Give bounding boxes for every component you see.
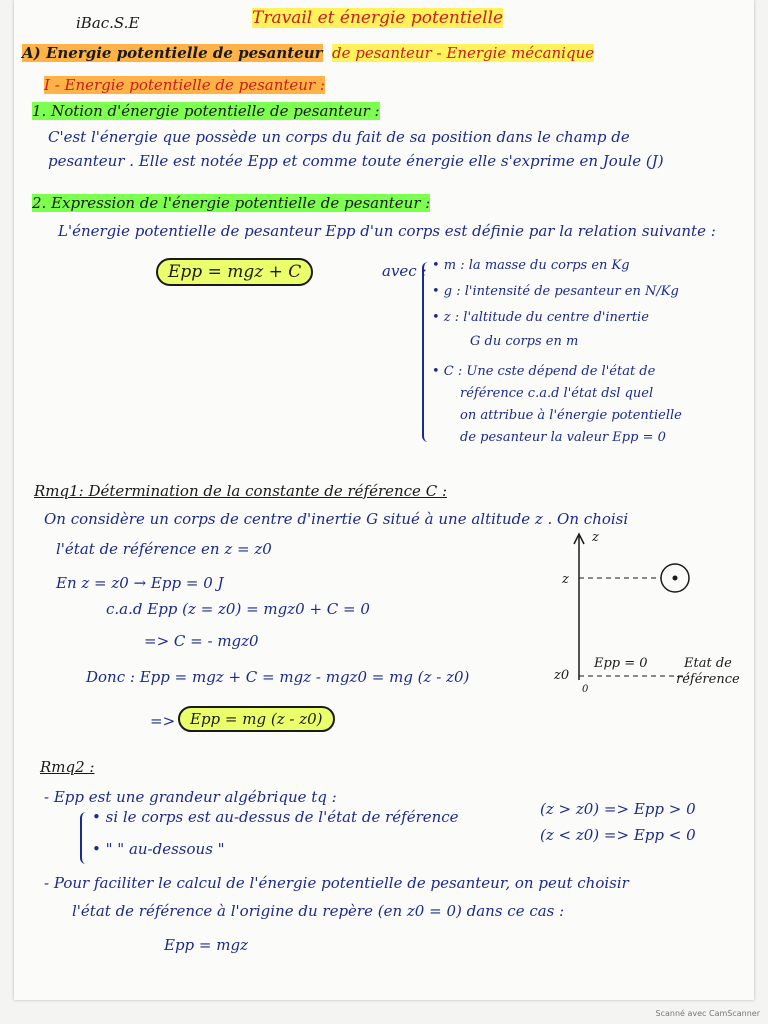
s1-line1: C'est l'énergie que possède un corps du fait de sa position dans le champ de	[48, 128, 630, 146]
rmq1-result-formula: Epp = mg (z - z0)	[178, 706, 335, 732]
s2-title: 2. Expression de l'énergie potentielle de pesanteur :	[32, 194, 431, 212]
center-of-inertia-dot	[673, 576, 678, 581]
s1-line2: pesanteur . Elle est notée Epp et comme toute énergie elle s'exprime en Joule (J)	[48, 152, 664, 170]
section-a-tail: de pesanteur - Energie mécanique	[332, 44, 595, 62]
notebook-page	[14, 0, 754, 1000]
section-a-title: A) Energie potentielle de pesanteur	[22, 44, 323, 62]
def-m: • m : la masse du corps en Kg	[432, 258, 630, 273]
rmq1-line1: On considère un corps de centre d'inertie G situé à une altitude z . On choisi	[44, 510, 629, 528]
def-c1: • C : Une cste dépend de l'état de	[432, 364, 656, 379]
def-z2: G du corps en m	[470, 334, 579, 349]
rmq1-line4: c.a.d Epp (z = z0) = mgz0 + C = 0	[106, 600, 370, 618]
diagram-origin-label: 0	[582, 684, 589, 695]
diagram-ref-label2: référence	[676, 672, 740, 687]
rmq1-line2: l'état de référence en z = z0	[56, 540, 272, 558]
definitions-brace	[422, 262, 432, 442]
diagram-z-label: z	[562, 572, 569, 587]
rmq2-title: Rmq2 :	[40, 758, 95, 776]
diagram-epp-zero: Epp = 0	[594, 656, 648, 671]
diagram-z0-label: z0	[554, 668, 570, 683]
s1-title: 1. Notion d'énergie potentielle de pesanteur :	[32, 102, 380, 120]
scanner-watermark: Scanné avec CamScanner	[655, 1009, 760, 1018]
def-c2: référence c.a.d l'état dsl quel	[460, 386, 654, 401]
formula-epp: Epp = mgz + C	[156, 258, 313, 286]
part1-heading: I - Energie potentielle de pesanteur :	[44, 76, 325, 94]
s2-line1: L'énergie potentielle de pesanteur Epp d'un corps est définie par la relation suivante :	[58, 222, 716, 240]
diagram-axis-label: z	[592, 530, 599, 545]
school-label: iBac.S.E	[76, 14, 140, 32]
rmq1-title: Rmq1: Détermination de la constante de référence C :	[34, 482, 447, 500]
rmq2-line3b: (z < z0) => Epp < 0	[540, 826, 696, 844]
rmq2-line2b: (z > z0) => Epp > 0	[540, 800, 696, 818]
diagram-ref-label1: Etat de	[684, 656, 732, 671]
rmq2-line4: - Pour faciliter le calcul de l'énergie potentielle de pesanteur, on peut choisir	[44, 874, 629, 892]
rmq1-line5: => C = - mgz0	[144, 632, 259, 650]
rmq1-line6: Donc : Epp = mgz + C = mgz - mgz0 = mg (z - z0)	[86, 668, 470, 686]
rmq2-line3a: • " " au-dessous "	[92, 840, 225, 858]
rmq1-line3: En z = z0 → Epp = 0 J	[56, 574, 224, 592]
def-g: • g : l'intensité de pesanteur en N/Kg	[432, 284, 679, 299]
rmq2-line1: - Epp est une grandeur algébrique tq :	[44, 788, 337, 806]
avec-label: avec :	[382, 262, 427, 280]
page-title: Travail et énergie potentielle	[252, 8, 504, 28]
def-c3: on attribue à l'énergie potentielle	[460, 408, 682, 423]
rmq2-line6: Epp = mgz	[164, 936, 248, 954]
rmq1-arrow: =>	[150, 712, 176, 730]
rmq2-brace	[80, 812, 90, 864]
rmq2-line5: l'état de référence à l'origine du repère (en z0 = 0) dans ce cas :	[72, 902, 565, 920]
def-c4: de pesanteur la valeur Epp = 0	[460, 430, 666, 445]
rmq2-line2a: • si le corps est au-dessus de l'état de référence	[92, 808, 459, 826]
def-z1: • z : l'altitude du centre d'inertie	[432, 310, 649, 325]
